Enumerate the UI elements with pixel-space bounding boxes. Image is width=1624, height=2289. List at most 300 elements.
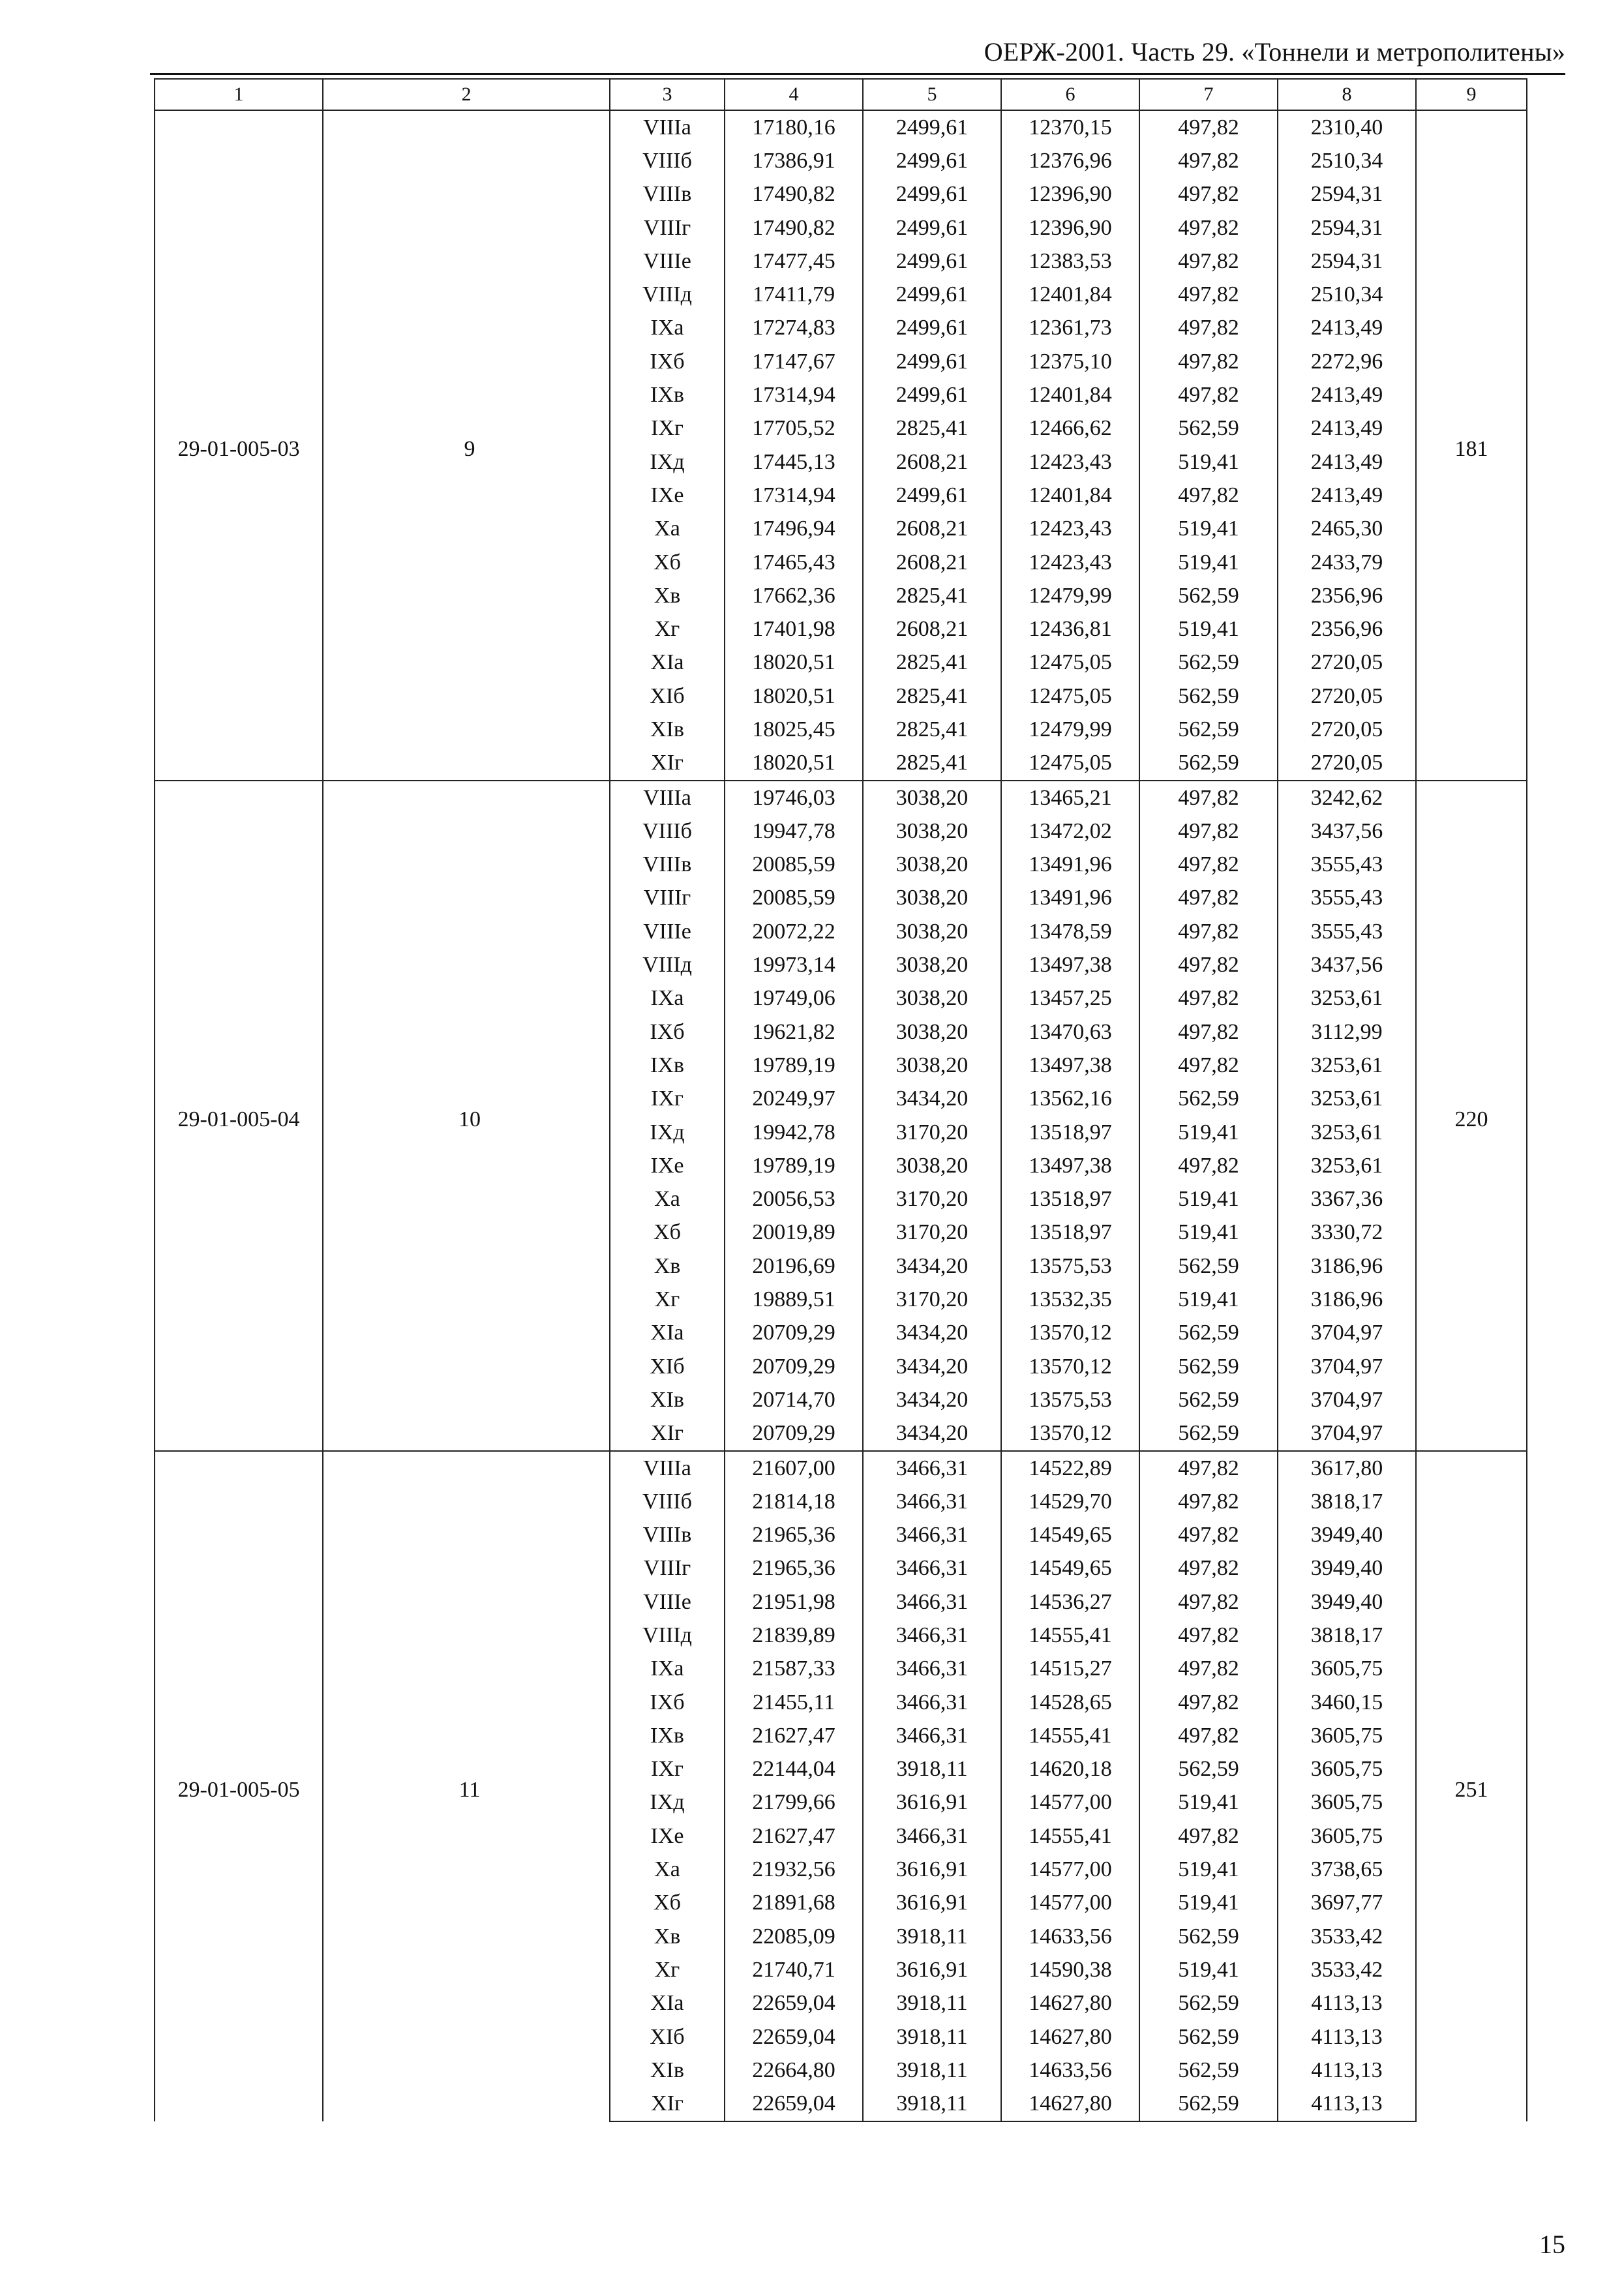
column-number-row: [155, 79, 1527, 110]
category-cell: Xв: [610, 1920, 725, 1953]
category-cell: IXа: [610, 312, 725, 345]
col7-cell: 562,59: [1139, 1920, 1278, 1953]
col6-cell: 13518,97: [1001, 1116, 1139, 1149]
col5-cell: 3170,20: [863, 1183, 1001, 1216]
col5-cell: 2825,41: [863, 646, 1001, 680]
col8-cell: 3555,43: [1278, 848, 1416, 882]
col5-cell: 2499,61: [863, 144, 1001, 177]
col6-cell: 12401,84: [1001, 378, 1139, 411]
category-cell: XIв: [610, 2054, 725, 2087]
col4-cell: 20019,89: [725, 1216, 863, 1249]
category-cell: IXа: [610, 982, 725, 1015]
col7-cell: 497,82: [1139, 245, 1278, 278]
col7-cell: 562,59: [1139, 1417, 1278, 1451]
col8-cell: 2720,05: [1278, 680, 1416, 713]
col6-cell: 12479,99: [1001, 579, 1139, 612]
col4-cell: 20709,29: [725, 1417, 863, 1451]
col4-cell: 19973,14: [725, 948, 863, 981]
col4-cell: 17314,94: [725, 378, 863, 411]
category-cell: XIв: [610, 1383, 725, 1416]
col4-cell: 19746,03: [725, 781, 863, 815]
col6-cell: 12436,81: [1001, 612, 1139, 646]
col6-cell: 12370,15: [1001, 110, 1139, 144]
col8-cell: 2356,96: [1278, 612, 1416, 646]
col7-cell: 562,59: [1139, 1383, 1278, 1416]
column-number: 5: [863, 79, 1001, 110]
col5-cell: 2499,61: [863, 211, 1001, 245]
col8-cell: 4113,13: [1278, 2054, 1416, 2087]
col8-cell: 3367,36: [1278, 1183, 1416, 1216]
col8-cell: 2720,05: [1278, 747, 1416, 781]
col4-cell: 20249,97: [725, 1083, 863, 1116]
col7-cell: 497,82: [1139, 1451, 1278, 1485]
column-number: 2: [323, 79, 610, 110]
col7-cell: 497,82: [1139, 848, 1278, 882]
col7-cell: 497,82: [1139, 278, 1278, 311]
col5-cell: 2499,61: [863, 110, 1001, 144]
col4-cell: 21951,98: [725, 1585, 863, 1619]
category-cell: VIIIв: [610, 1518, 725, 1551]
category-cell: VIIIб: [610, 1485, 725, 1518]
col5-cell: 3038,20: [863, 982, 1001, 1015]
col8-cell: 2413,49: [1278, 412, 1416, 445]
table-body: [155, 110, 1527, 2121]
col5-cell: 2499,61: [863, 312, 1001, 345]
col5-cell: 3434,20: [863, 1249, 1001, 1283]
col7-cell: 519,41: [1139, 1853, 1278, 1886]
category-cell: VIIIд: [610, 1619, 725, 1652]
col6-cell: 12423,43: [1001, 445, 1139, 479]
col7-cell: 562,59: [1139, 646, 1278, 680]
col6-cell: 12423,43: [1001, 513, 1139, 546]
col8-cell: 3949,40: [1278, 1552, 1416, 1585]
category-cell: IXв: [610, 1719, 725, 1752]
col4-cell: 17180,16: [725, 110, 863, 144]
col8-cell: 2720,05: [1278, 713, 1416, 746]
col7-cell: 519,41: [1139, 612, 1278, 646]
col5-cell: 3170,20: [863, 1116, 1001, 1149]
category-cell: Xб: [610, 1216, 725, 1249]
col6-cell: 13470,63: [1001, 1015, 1139, 1049]
col4-cell: 17477,45: [725, 245, 863, 278]
col8-cell: 3186,96: [1278, 1283, 1416, 1316]
col5-cell: 3466,31: [863, 1451, 1001, 1485]
col8-cell: 2510,34: [1278, 144, 1416, 177]
col4-cell: 18025,45: [725, 713, 863, 746]
col5-cell: 2499,61: [863, 378, 1001, 411]
category-cell: Xа: [610, 513, 725, 546]
col7-cell: 519,41: [1139, 445, 1278, 479]
col7-cell: 497,82: [1139, 312, 1278, 345]
col5-cell: 3038,20: [863, 1015, 1001, 1049]
page-header-title: ОЕРЖ-2001. Часть 29. «Тоннели и метрополитены»: [984, 37, 1565, 67]
category-cell: IXб: [610, 345, 725, 378]
col5-cell: 3466,31: [863, 1485, 1001, 1518]
col6-cell: 14555,41: [1001, 1719, 1139, 1752]
col8-cell: 3253,61: [1278, 1116, 1416, 1149]
table-row: [155, 781, 1527, 815]
col4-cell: 20072,22: [725, 915, 863, 948]
col7-cell: 562,59: [1139, 1753, 1278, 1786]
col6-cell: 13518,97: [1001, 1216, 1139, 1249]
col5-cell: 2825,41: [863, 747, 1001, 781]
col7-cell: 497,82: [1139, 915, 1278, 948]
col8-cell: 3704,97: [1278, 1317, 1416, 1350]
col6-cell: 12401,84: [1001, 479, 1139, 512]
col4-cell: 20056,53: [725, 1183, 863, 1216]
col8-cell: 4113,13: [1278, 2020, 1416, 2054]
col4-cell: 17705,52: [725, 412, 863, 445]
col5-cell: 2499,61: [863, 345, 1001, 378]
col6-cell: 14522,89: [1001, 1451, 1139, 1485]
category-cell: IXг: [610, 1753, 725, 1786]
col5-cell: 3918,11: [863, 1920, 1001, 1953]
col6-cell: 12396,90: [1001, 211, 1139, 245]
col7-cell: 519,41: [1139, 546, 1278, 579]
col5-cell: 3038,20: [863, 915, 1001, 948]
col5-cell: 3918,11: [863, 2020, 1001, 2054]
col7-cell: 562,59: [1139, 412, 1278, 445]
category-cell: IXг: [610, 412, 725, 445]
category-cell: VIIIг: [610, 1552, 725, 1585]
col4-cell: 20709,29: [725, 1350, 863, 1383]
col7-cell: 497,82: [1139, 1819, 1278, 1853]
col4-cell: 17401,98: [725, 612, 863, 646]
col6-cell: 12423,43: [1001, 546, 1139, 579]
category-cell: IXб: [610, 1015, 725, 1049]
category-cell: IXд: [610, 1116, 725, 1149]
col8-cell: 2310,40: [1278, 110, 1416, 144]
col5-cell: 2499,61: [863, 178, 1001, 211]
col6-cell: 12396,90: [1001, 178, 1139, 211]
col8-cell: 2465,30: [1278, 513, 1416, 546]
col9-cell: 251: [1416, 1451, 1527, 2121]
col5-cell: 3466,31: [863, 1619, 1001, 1652]
col5-cell: 3434,20: [863, 1350, 1001, 1383]
column-number: 1: [155, 79, 323, 110]
col5-cell: 2825,41: [863, 680, 1001, 713]
col4-cell: 19947,78: [725, 815, 863, 848]
col5-cell: 3038,20: [863, 948, 1001, 981]
col6-cell: 14555,41: [1001, 1619, 1139, 1652]
category-cell: IXв: [610, 1049, 725, 1082]
category-cell: XIа: [610, 646, 725, 680]
col6-cell: 13497,38: [1001, 1149, 1139, 1182]
col5-cell: 3038,20: [863, 1049, 1001, 1082]
col8-cell: 2510,34: [1278, 278, 1416, 311]
col7-cell: 497,82: [1139, 1619, 1278, 1652]
col4-cell: 22659,04: [725, 2020, 863, 2054]
col6-cell: 12383,53: [1001, 245, 1139, 278]
category-cell: XIб: [610, 1350, 725, 1383]
col8-cell: 3437,56: [1278, 948, 1416, 981]
col6-cell: 12475,05: [1001, 646, 1139, 680]
category-cell: VIIIв: [610, 848, 725, 882]
col5-cell: 2608,21: [863, 546, 1001, 579]
col7-cell: 562,59: [1139, 1350, 1278, 1383]
col4-cell: 17314,94: [725, 479, 863, 512]
col8-cell: 2413,49: [1278, 479, 1416, 512]
col5-cell: 3466,31: [863, 1518, 1001, 1551]
col9-cell: 220: [1416, 781, 1527, 1451]
col6-cell: 13497,38: [1001, 1049, 1139, 1082]
col7-cell: 497,82: [1139, 882, 1278, 915]
category-cell: VIIIг: [610, 882, 725, 915]
category-cell: Xб: [610, 1887, 725, 1920]
col7-cell: 562,59: [1139, 1249, 1278, 1283]
column-number: 9: [1416, 79, 1527, 110]
col8-cell: 3533,42: [1278, 1953, 1416, 1986]
col8-cell: 3253,61: [1278, 1083, 1416, 1116]
category-cell: VIIIг: [610, 211, 725, 245]
category-cell: IXд: [610, 445, 725, 479]
category-cell: XIг: [610, 747, 725, 781]
col6-cell: 14627,80: [1001, 2087, 1139, 2121]
category-cell: XIб: [610, 680, 725, 713]
col4-cell: 21627,47: [725, 1719, 863, 1752]
category-cell: IXа: [610, 1653, 725, 1686]
col6-cell: 14555,41: [1001, 1819, 1139, 1853]
col4-cell: 18020,51: [725, 747, 863, 781]
col6-cell: 14536,27: [1001, 1585, 1139, 1619]
category-cell: XIг: [610, 1417, 725, 1451]
col5-cell: 3918,11: [863, 2087, 1001, 2121]
col6-cell: 13465,21: [1001, 781, 1139, 815]
col8-cell: 3704,97: [1278, 1383, 1416, 1416]
col8-cell: 3112,99: [1278, 1015, 1416, 1049]
col5-cell: 3434,20: [863, 1417, 1001, 1451]
col6-cell: 14627,80: [1001, 2020, 1139, 2054]
col4-cell: 21587,33: [725, 1653, 863, 1686]
col6-cell: 12376,96: [1001, 144, 1139, 177]
col7-cell: 562,59: [1139, 680, 1278, 713]
category-cell: IXг: [610, 1083, 725, 1116]
col8-cell: 2413,49: [1278, 445, 1416, 479]
category-cell: VIIIе: [610, 245, 725, 278]
category-cell: IXв: [610, 378, 725, 411]
column-number: 3: [610, 79, 725, 110]
col7-cell: 497,82: [1139, 1585, 1278, 1619]
col4-cell: 21740,71: [725, 1953, 863, 1986]
col4-cell: 20085,59: [725, 882, 863, 915]
col4-cell: 17490,82: [725, 211, 863, 245]
col7-cell: 497,82: [1139, 1149, 1278, 1182]
col4-cell: 17496,94: [725, 513, 863, 546]
col6-cell: 13457,25: [1001, 982, 1139, 1015]
col6-cell: 13575,53: [1001, 1383, 1139, 1416]
col7-cell: 562,59: [1139, 2054, 1278, 2087]
col6-cell: 12361,73: [1001, 312, 1139, 345]
col4-cell: 17411,79: [725, 278, 863, 311]
category-cell: VIIIа: [610, 1451, 725, 1485]
col6-cell: 13570,12: [1001, 1317, 1139, 1350]
col4-cell: 17662,36: [725, 579, 863, 612]
category-cell: XIа: [610, 1317, 725, 1350]
col5-cell: 3434,20: [863, 1083, 1001, 1116]
col4-cell: 20196,69: [725, 1249, 863, 1283]
category-cell: Xб: [610, 546, 725, 579]
col7-cell: 519,41: [1139, 1216, 1278, 1249]
col4-cell: 21799,66: [725, 1786, 863, 1819]
col4-cell: 17147,67: [725, 345, 863, 378]
col7-cell: 562,59: [1139, 1317, 1278, 1350]
col8-cell: 2433,79: [1278, 546, 1416, 579]
column-number: 6: [1001, 79, 1139, 110]
col7-cell: 519,41: [1139, 1953, 1278, 1986]
col6-cell: 12466,62: [1001, 412, 1139, 445]
col4-cell: 22659,04: [725, 2087, 863, 2121]
col5-cell: 3038,20: [863, 882, 1001, 915]
column-number: 4: [725, 79, 863, 110]
category-cell: IXе: [610, 1819, 725, 1853]
col8-cell: 2720,05: [1278, 646, 1416, 680]
col4-cell: 21932,56: [725, 1853, 863, 1886]
col7-cell: 497,82: [1139, 378, 1278, 411]
col6-cell: 13570,12: [1001, 1417, 1139, 1451]
category-cell: VIIIб: [610, 815, 725, 848]
page-number: 15: [1539, 2230, 1565, 2259]
col7-cell: 497,82: [1139, 781, 1278, 815]
col4-cell: 21455,11: [725, 1686, 863, 1719]
col8-cell: 3818,17: [1278, 1485, 1416, 1518]
col7-cell: 562,59: [1139, 2087, 1278, 2121]
col4-cell: 17386,91: [725, 144, 863, 177]
col7-cell: 497,82: [1139, 1686, 1278, 1719]
col8-cell: 3253,61: [1278, 982, 1416, 1015]
col8-cell: 3704,97: [1278, 1350, 1416, 1383]
col8-cell: 3253,61: [1278, 1049, 1416, 1082]
col6-cell: 13518,97: [1001, 1183, 1139, 1216]
col6-cell: 14549,65: [1001, 1552, 1139, 1585]
col8-cell: 3605,75: [1278, 1753, 1416, 1786]
col7-cell: 497,82: [1139, 948, 1278, 981]
category-cell: Xа: [610, 1183, 725, 1216]
col4-cell: 21891,68: [725, 1887, 863, 1920]
col5-cell: 3616,91: [863, 1853, 1001, 1886]
code-cell: 29-01-005-03: [155, 110, 323, 781]
col5-cell: 3918,11: [863, 1753, 1001, 1786]
col4-cell: 21607,00: [725, 1451, 863, 1485]
col5-cell: 3466,31: [863, 1686, 1001, 1719]
col4-cell: 18020,51: [725, 646, 863, 680]
col5-cell: 3466,31: [863, 1585, 1001, 1619]
col6-cell: 13562,16: [1001, 1083, 1139, 1116]
col6-cell: 14549,65: [1001, 1518, 1139, 1551]
col4-cell: 21814,18: [725, 1485, 863, 1518]
col9-cell: 181: [1416, 110, 1527, 781]
col4-cell: 19942,78: [725, 1116, 863, 1149]
col6-cell: 14577,00: [1001, 1853, 1139, 1886]
category-cell: Xг: [610, 1283, 725, 1316]
code-cell: 29-01-005-05: [155, 1451, 323, 2121]
col6-cell: 13575,53: [1001, 1249, 1139, 1283]
col4-cell: 20714,70: [725, 1383, 863, 1416]
col4-cell: 19789,19: [725, 1149, 863, 1182]
col7-cell: 497,82: [1139, 110, 1278, 144]
col8-cell: 3738,65: [1278, 1853, 1416, 1886]
col4-cell: 17465,43: [725, 546, 863, 579]
table-row: [155, 110, 1527, 144]
col5-cell: 3616,91: [863, 1786, 1001, 1819]
col6-cell: 14633,56: [1001, 2054, 1139, 2087]
col7-cell: 562,59: [1139, 1987, 1278, 2020]
col6-cell: 13497,38: [1001, 948, 1139, 981]
category-cell: VIIIв: [610, 178, 725, 211]
category-cell: VIIIе: [610, 1585, 725, 1619]
col8-cell: 2594,31: [1278, 211, 1416, 245]
col6-cell: 14620,18: [1001, 1753, 1139, 1786]
col8-cell: 3555,43: [1278, 915, 1416, 948]
col6-cell: 12479,99: [1001, 713, 1139, 746]
col7-cell: 562,59: [1139, 579, 1278, 612]
category-cell: Xв: [610, 579, 725, 612]
col5-cell: 3466,31: [863, 1653, 1001, 1686]
col8-cell: 3605,75: [1278, 1653, 1416, 1686]
col7-cell: 497,82: [1139, 1653, 1278, 1686]
col7-cell: 497,82: [1139, 479, 1278, 512]
col6-cell: 13478,59: [1001, 915, 1139, 948]
col5-cell: 2608,21: [863, 445, 1001, 479]
col6-cell: 12475,05: [1001, 680, 1139, 713]
category-cell: VIIIе: [610, 915, 725, 948]
col6-cell: 14577,00: [1001, 1786, 1139, 1819]
col6-cell: 14515,27: [1001, 1653, 1139, 1686]
col7-cell: 562,59: [1139, 713, 1278, 746]
category-cell: Xв: [610, 1249, 725, 1283]
col8-cell: 3555,43: [1278, 882, 1416, 915]
code-cell: 29-01-005-04: [155, 781, 323, 1451]
col8-cell: 3460,15: [1278, 1686, 1416, 1719]
category-cell: XIг: [610, 2087, 725, 2121]
col8-cell: 3533,42: [1278, 1920, 1416, 1953]
col4-cell: 21965,36: [725, 1552, 863, 1585]
col4-cell: 17274,83: [725, 312, 863, 345]
col7-cell: 497,82: [1139, 178, 1278, 211]
col8-cell: 2272,96: [1278, 345, 1416, 378]
col4-cell: 20709,29: [725, 1317, 863, 1350]
col7-cell: 497,82: [1139, 1552, 1278, 1585]
col5-cell: 3038,20: [863, 815, 1001, 848]
col8-cell: 3437,56: [1278, 815, 1416, 848]
col6-cell: 14528,65: [1001, 1686, 1139, 1719]
col6-cell: 14627,80: [1001, 1987, 1139, 2020]
col5-cell: 3466,31: [863, 1719, 1001, 1752]
col5-cell: 3616,91: [863, 1953, 1001, 1986]
col4-cell: 21839,89: [725, 1619, 863, 1652]
col8-cell: 3330,72: [1278, 1216, 1416, 1249]
col7-cell: 497,82: [1139, 1485, 1278, 1518]
col6-cell: 12375,10: [1001, 345, 1139, 378]
col7-cell: 497,82: [1139, 144, 1278, 177]
col7-cell: 519,41: [1139, 1887, 1278, 1920]
col7-cell: 497,82: [1139, 211, 1278, 245]
category-cell: Xг: [610, 612, 725, 646]
col5-cell: 2608,21: [863, 513, 1001, 546]
category-cell: IXе: [610, 1149, 725, 1182]
col8-cell: 3697,77: [1278, 1887, 1416, 1920]
category-cell: IXб: [610, 1686, 725, 1719]
col8-cell: 3242,62: [1278, 781, 1416, 815]
col7-cell: 519,41: [1139, 1116, 1278, 1149]
col8-cell: 3617,80: [1278, 1451, 1416, 1485]
col6-cell: 12401,84: [1001, 278, 1139, 311]
col8-cell: 3605,75: [1278, 1819, 1416, 1853]
table-row: [155, 1451, 1527, 1485]
category-cell: VIIIа: [610, 110, 725, 144]
col7-cell: 497,82: [1139, 982, 1278, 1015]
col5-cell: 3434,20: [863, 1317, 1001, 1350]
header-rule: [150, 73, 1565, 75]
